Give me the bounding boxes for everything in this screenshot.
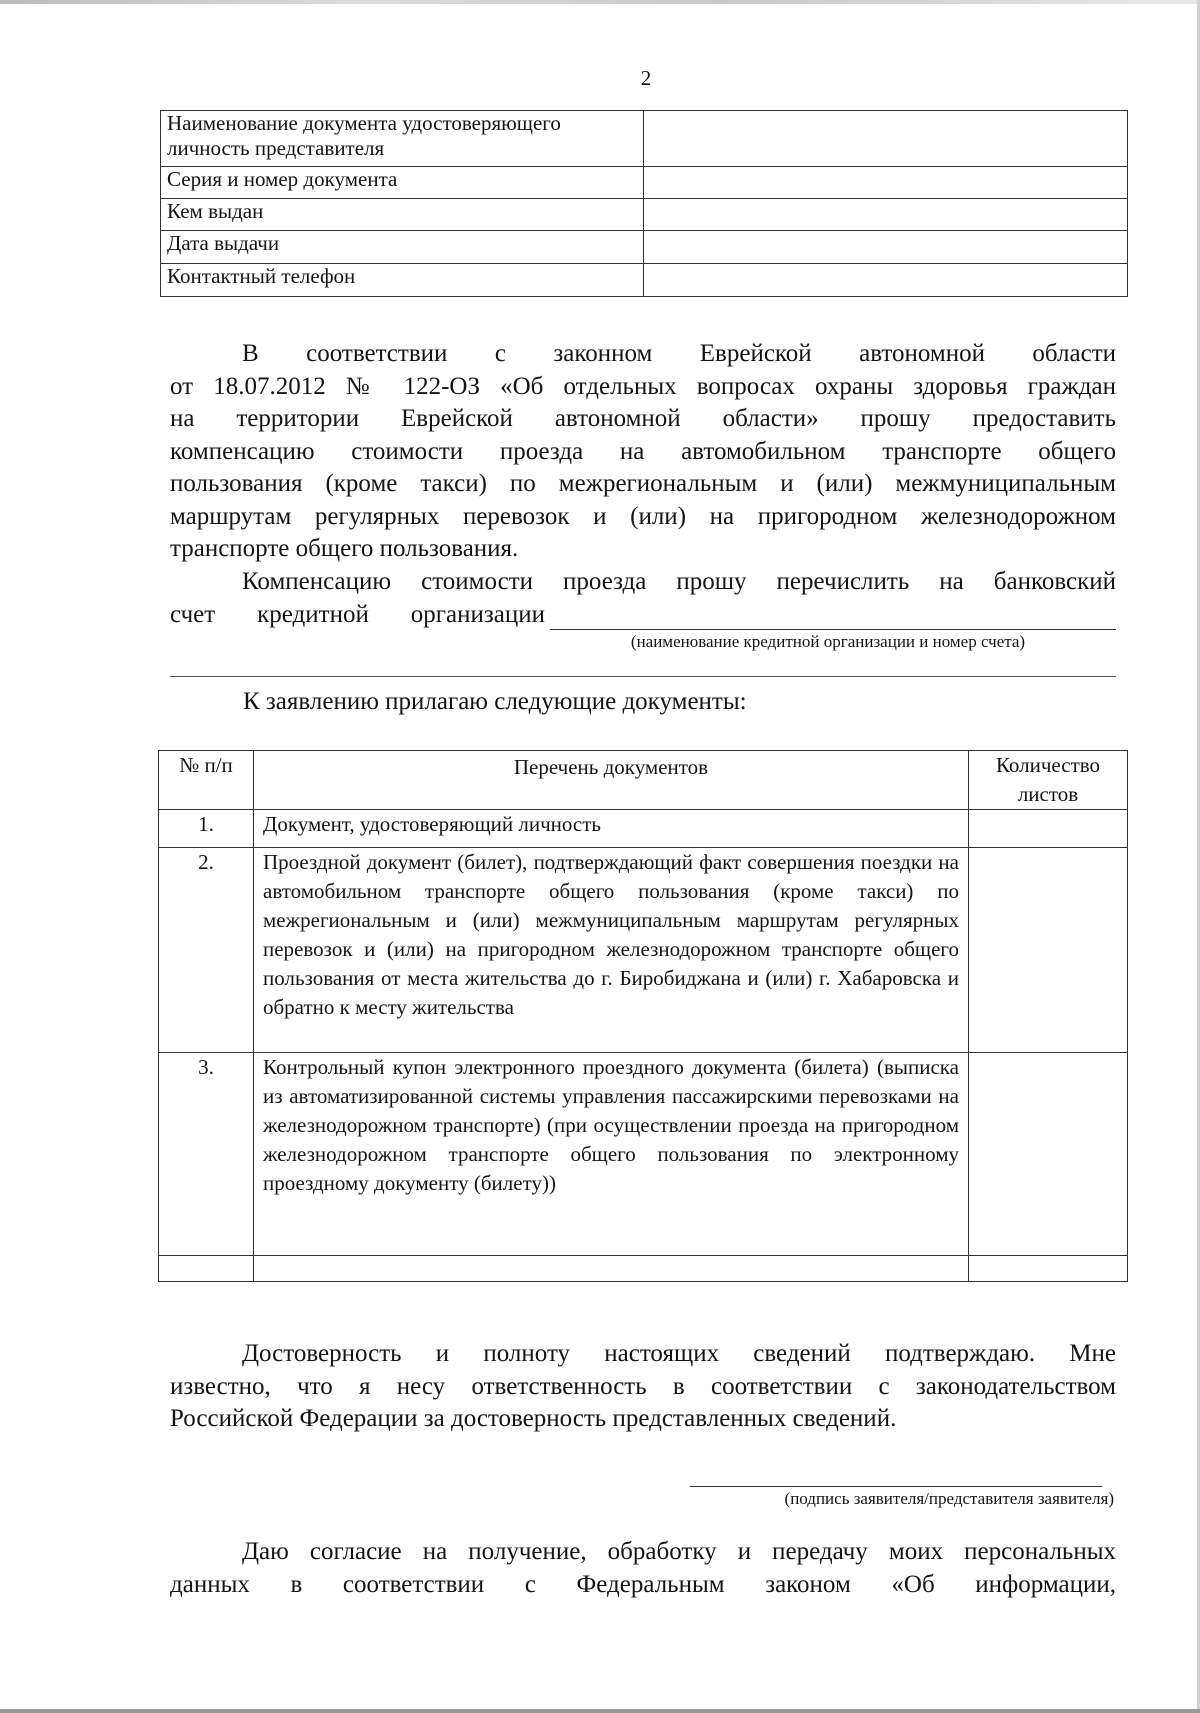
bank-account-hint: (наименование кредитной организации и номер счета) (630, 632, 1026, 651)
table-row (161, 231, 1128, 264)
sheet-count-cell[interactable] (969, 1256, 1128, 1282)
header-num: № п/п (159, 751, 254, 810)
table-row (159, 1053, 1128, 1256)
row-number: 1. (159, 810, 254, 848)
field-value[interactable] (644, 111, 1128, 167)
paragraph-line: транспорте общего пользования. (170, 535, 519, 562)
transfer-paragraph (170, 566, 1116, 631)
table-row (161, 167, 1128, 199)
signature-field[interactable] (690, 1486, 1102, 1487)
request-paragraph (170, 338, 1116, 566)
paragraph-line: маршрутам регулярных перевозок и (или) на пригородном железнодорожном (170, 502, 1116, 530)
sheet-count-cell[interactable] (969, 810, 1128, 848)
scan-edge-top (0, 0, 1200, 4)
bank-account-field-continuation[interactable] (170, 676, 1116, 677)
table-row (159, 810, 1128, 848)
row-number: 2. (159, 848, 254, 1053)
header-sheet-count: Количество листов (969, 751, 1128, 810)
document-name[interactable] (254, 1256, 969, 1282)
scan-edge-bottom (0, 1709, 1200, 1713)
field-label: Наименование документа удостоверяющего личность представителя (161, 111, 644, 167)
row-number: 3. (159, 1053, 254, 1256)
paragraph-line: известно, что я несу ответственность в соответствии с законодательством (170, 1372, 1116, 1400)
paragraph-line: Компенсацию стоимости проезда прошу перечислить на банковский (242, 568, 1116, 595)
paragraph-line: компенсацию стоимости проезда на автомобильном транспорте общего (170, 437, 1116, 465)
document-name: Контрольный купон электронного проездного документа (билета) (выписка из автоматизированной системы управления пассажирскими перевозками на железнодорожном транспорте) (при осуществлении проезда на пригородном железнодорожном транспорте общего пользования по электронному проездному документу (билету)) (254, 1053, 969, 1256)
header-document-list: Перечень документов (254, 751, 969, 810)
attached-documents-table (158, 750, 1128, 1282)
table-row (161, 111, 1128, 167)
table-row (161, 264, 1128, 297)
document-name: Проездной документ (билет), подтверждающий факт совершения поездки на автомобильном транспорте общего пользования (кроме такси) по межрегиональным и (или) межмуниципальным маршрутам регулярных перевозок и (или) на пригородном железнодорожном транспорте общего пользования от места жительства до г. Биробиджана и (или) г. Хабаровска и обратно к месту жительства (254, 848, 969, 1053)
field-value[interactable] (644, 167, 1128, 199)
sheet-count-cell[interactable] (969, 1053, 1128, 1256)
paragraph-line: на территории Еврейской автономной области» прошу предоставить (170, 405, 1116, 432)
paragraph-line: В соответствии с законном Еврейской автономной области (242, 340, 1116, 367)
field-value[interactable] (644, 199, 1128, 231)
field-label: Серия и номер документа (161, 167, 644, 199)
certification-paragraph (170, 1338, 1116, 1436)
table-header-row (159, 751, 1128, 810)
applicant-representative-table (160, 110, 1128, 297)
signature-hint: (подпись заявителя/представителя заявителя) (784, 1489, 1114, 1508)
attachments-title: К заявлению прилагаю следующие документы: (243, 688, 747, 715)
paragraph-line: счет кредитной организации (170, 600, 545, 628)
paragraph-line: от 18.07.2012 № 122-ОЗ «Об отдельных вопросах охраны здоровья граждан (170, 372, 1116, 400)
field-label: Кем выдан (161, 199, 644, 231)
sheet-count-cell[interactable] (969, 848, 1128, 1053)
paragraph-line: пользования (кроме такси) по межрегиональным и (или) межмуниципальным (170, 470, 1116, 497)
field-label: Контактный телефон (161, 264, 644, 297)
field-value[interactable] (644, 264, 1128, 297)
document-name: Документ, удостоверяющий личность (254, 810, 969, 848)
table-row (159, 848, 1128, 1053)
consent-paragraph (170, 1536, 1116, 1601)
paragraph-line: Российской Федерации за достоверность представленных сведений. (170, 1405, 897, 1432)
row-number[interactable] (159, 1256, 254, 1282)
paragraph-line: данных в соответствии с Федеральным законом «Об информации, (170, 1570, 1116, 1598)
field-value[interactable] (644, 231, 1128, 264)
table-row (161, 199, 1128, 231)
field-label: Дата выдачи (161, 231, 644, 264)
paragraph-line: Достоверность и полноту настоящих сведений подтверждаю. Мне (242, 1340, 1116, 1367)
page-number: 2 (640, 66, 652, 90)
bank-account-field[interactable] (550, 629, 1116, 630)
paragraph-line: Даю согласие на получение, обработку и передачу моих персональных (242, 1538, 1116, 1565)
table-row (159, 1256, 1128, 1282)
